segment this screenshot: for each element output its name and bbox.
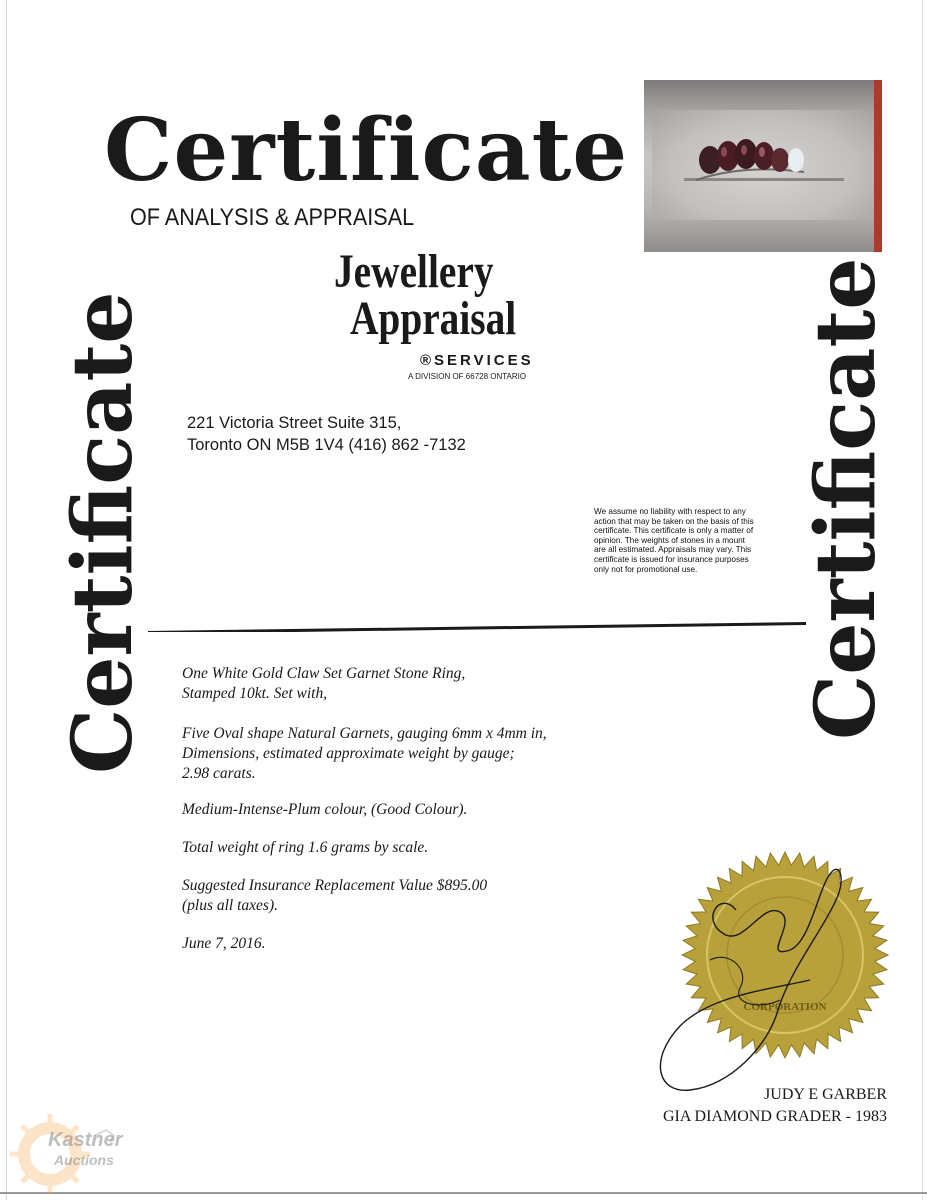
disclaimer-line: action that may be taken on the basis of this xyxy=(594,516,754,526)
stones-line-2: Dimensions, estimated approximate weight by gauge; xyxy=(182,745,515,762)
date-line: June 7, 2016. xyxy=(182,935,266,952)
logo-division: A DIVISION OF 66728 ONTARIO xyxy=(408,372,527,381)
watermark-text xyxy=(48,1130,122,1170)
company-address xyxy=(187,412,466,456)
company-logo xyxy=(330,245,590,393)
side-label-left: Certificate xyxy=(55,291,151,774)
weight-line: Total weight of ring 1.6 grams by scale. xyxy=(182,839,429,856)
disclaimer-line: are all estimated. Appraisals may vary. This xyxy=(594,545,752,555)
seal-text: CORPORATION xyxy=(743,1001,827,1013)
page-edge-right xyxy=(922,0,923,1200)
watermark-line-2: Auctions xyxy=(54,1152,114,1168)
section-divider xyxy=(148,620,806,632)
disclaimer-line: We assume no liability with respect to any xyxy=(594,507,746,516)
page-edge-left xyxy=(6,0,7,1200)
disclaimer-line: only not for promotional use. xyxy=(594,564,698,574)
disclaimer-line: opinion. The weights of stones in a mount xyxy=(594,535,745,545)
logo-line-jewellery: Jewellery xyxy=(334,245,494,298)
item-line-2: Stamped 10kt. Set with, xyxy=(182,685,328,702)
value-line-1: Suggested Insurance Replacement Value $895.00 xyxy=(182,877,488,894)
disclaimer-line: certificate. This certificate is only a matter of xyxy=(594,526,754,536)
stones-line-3: 2.98 carats. xyxy=(182,765,256,782)
logo-line-appraisal: Appraisal xyxy=(350,292,517,345)
ring-photo xyxy=(644,80,882,252)
side-label-right: Certificate xyxy=(798,257,894,740)
address-line-2: Toronto ON M5B 1V4 (416) 862 -7132 xyxy=(187,436,466,454)
logo-services: ®SERVICES xyxy=(420,352,534,369)
item-line-1: One White Gold Claw Set Garnet Stone Ring, xyxy=(182,665,466,682)
colour-line: Medium-Intense-Plum colour, (Good Colour). xyxy=(182,801,468,818)
appraisal-description xyxy=(182,664,652,954)
signer-block xyxy=(663,1084,887,1128)
liability-disclaimer xyxy=(594,507,774,574)
signer-title: GIA DIAMOND GRADER - 1983 xyxy=(663,1108,887,1125)
signer-name: JUDY E GARBER xyxy=(764,1086,887,1103)
photo-red-edge xyxy=(874,80,882,252)
ring-image xyxy=(644,80,882,252)
certificate-subtitle: OF ANALYSIS & APPRAISAL xyxy=(130,204,415,231)
watermark-line-1: Kastner xyxy=(48,1129,123,1151)
disclaimer-line: certificate is issued for insurance purposes xyxy=(594,554,749,564)
stones-line-1: Five Oval shape Natural Garnets, gauging 6mm x 4mm in, xyxy=(182,725,547,742)
value-line-2: (plus all taxes). xyxy=(182,897,278,914)
address-line-1: 221 Victoria Street Suite 315, xyxy=(187,414,402,432)
handwritten-signature xyxy=(640,850,850,1100)
certificate-title: Certificate xyxy=(104,100,629,201)
